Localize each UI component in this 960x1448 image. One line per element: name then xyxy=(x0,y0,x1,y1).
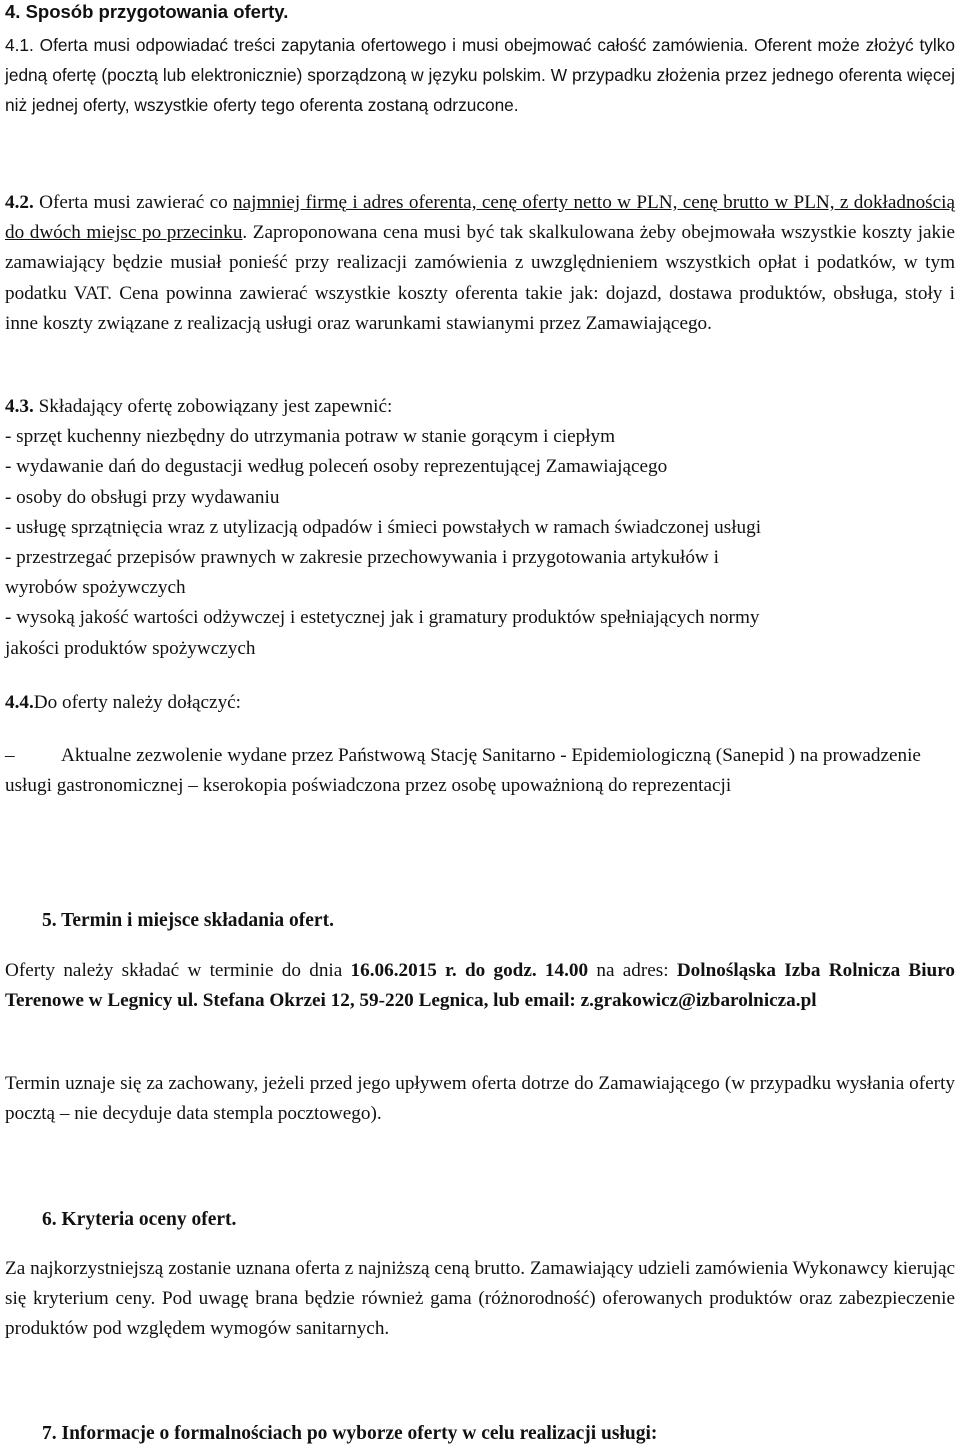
paragraph-4-2-underlined: najmniej firmę i adres oferenta, cenę oferty netto w PLN, cenę brutto w PLN, z dokładnością do dwóch miejsc po przecinku xyxy=(5,192,955,244)
section-7-heading: 7. Informacje o formalnościach po wyborze oferty w celu realizacji usługi: xyxy=(42,1423,658,1444)
paragraph-4-2-rest: . Zaproponowana cena musi być tak skalkulowana żeby obejmowała wszystkie koszty jakie zamawiający będzie musiał ponieść przy realizacji zamówienia z uwzględnieniem wszystkich opłat i podatków, w tym podatku VAT. Cena powinna zawierać wszystkie koszty oferenta takie jak: dojazd, dostawa produktów, obsługa, stoły i inne koszty związane z realizacją usługi oraz warunkami stawianymi przez Zamawiającego. xyxy=(5,222,955,334)
list-item: - wydawanie dań do degustacji według poleceń osoby reprezentującej Zamawiającego xyxy=(5,456,668,478)
paragraph-5-1-text-1: Oferty należy składać w terminie do dnia xyxy=(5,960,351,981)
list-item: - usługę sprzątnięcia wraz z utylizacją odpadów i śmieci powstałych w ramach świadczonej usługi xyxy=(5,516,762,538)
paragraph-4-3-lead: Składający ofertę zobowiązany jest zapewnić: xyxy=(33,396,393,417)
paragraph-6-1: Za najkorzystniejszą zostanie uznana oferta z najniższą ceną brutto. Zamawiający udzieli zamówienia Wykonawcy kierując się kryterium ceny. Pod uwagę brana będzie również gama (różnorodność) oferowanych produktów oraz zabezpieczenie produktów pod względem wymogów sanitarnych. xyxy=(5,1258,955,1340)
paragraph-5-2: Termin uznaje się za zachowany, jeżeli przed jego upływem oferta dotrze do Zamawiającego (w przypadku wysłania oferty pocztą – nie decyduje data stempla pocztowego). xyxy=(5,1073,955,1125)
paragraph-4-1-text: Oferta musi odpowiadać treści zapytania ofertowego i musi obejmować całość zamówienia. Oferent może złożyć tylko jedną ofertę (pocztą lub elektronicznie) sporządzoną w języku polskim. W przypadku złożenia przez jednego oferenta więcej niż jednej oferty, wszystkie oferty tego oferenta zostaną odrzucone. xyxy=(5,35,955,116)
paragraph-5-1-address: Dolnośląska Izba Rolnicza Biuro Terenowe w Legnicy ul. Stefana Okrzei 12, 59-220 Legnica, lub email: z.grakowicz@izbarolnicza.pl xyxy=(5,960,955,1012)
paragraph-4-2-number: 4.2. xyxy=(5,192,34,213)
paragraph-4-4-lead: Do oferty należy dołączyć: xyxy=(33,692,242,713)
paragraph-4-4 xyxy=(5,688,955,718)
paragraph-4-2-lead: Oferta musi zawierać co xyxy=(33,192,234,213)
section-4-heading: 4. Sposób przygotowania oferty. xyxy=(5,1,289,22)
paragraph-4-3-intro xyxy=(5,392,955,422)
section-6-heading: 6. Kryteria oceny ofert. xyxy=(42,1209,237,1230)
paragraph-4-2 xyxy=(5,188,955,339)
paragraph-4-4-dash-item xyxy=(5,741,955,801)
paragraph-5-1-text-2: na adres: xyxy=(588,960,677,981)
list-item: - wysoką jakość wartości odżywczej i estetycznej jak i gramatury produktów spełniających normy xyxy=(5,607,760,629)
list-item: - osoby do obsługi przy wydawaniu xyxy=(5,486,280,508)
paragraph-4-1 xyxy=(5,30,955,121)
list-item: jakości produktów spożywczych xyxy=(5,637,256,659)
list-item: - sprzęt kuchenny niezbędny do utrzymania potraw w stanie gorącym i ciepłym xyxy=(5,426,616,448)
paragraph-4-3-number: 4.3. xyxy=(5,396,34,417)
paragraph-4-1-number: 4.1. xyxy=(5,35,34,55)
section-5-heading: 5. Termin i miejsce składania ofert. xyxy=(42,910,334,931)
list-item: - przestrzegać przepisów prawnych w zakresie przechowywania i przygotowania artykułów i xyxy=(5,547,719,569)
paragraph-5-1 xyxy=(5,956,955,1016)
dash-bullet: – xyxy=(5,745,15,766)
paragraph-4-4-number: 4.4. xyxy=(5,692,34,713)
paragraph-4-4-dash-text: Aktualne zezwolenie wydane przez Państwową Stację Sanitarno - Epidemiologiczną (Sanepid ) na prowadzenie usługi gastronomicznej – kserokopia poświadczona przez osobę upoważnioną do reprezentacji xyxy=(5,745,921,797)
list-item: wyrobów spożywczych xyxy=(5,577,186,599)
paragraph-4-3 xyxy=(5,392,955,664)
paragraph-5-1-deadline: 16.06.2015 r. do godz. 14.00 xyxy=(350,960,589,981)
